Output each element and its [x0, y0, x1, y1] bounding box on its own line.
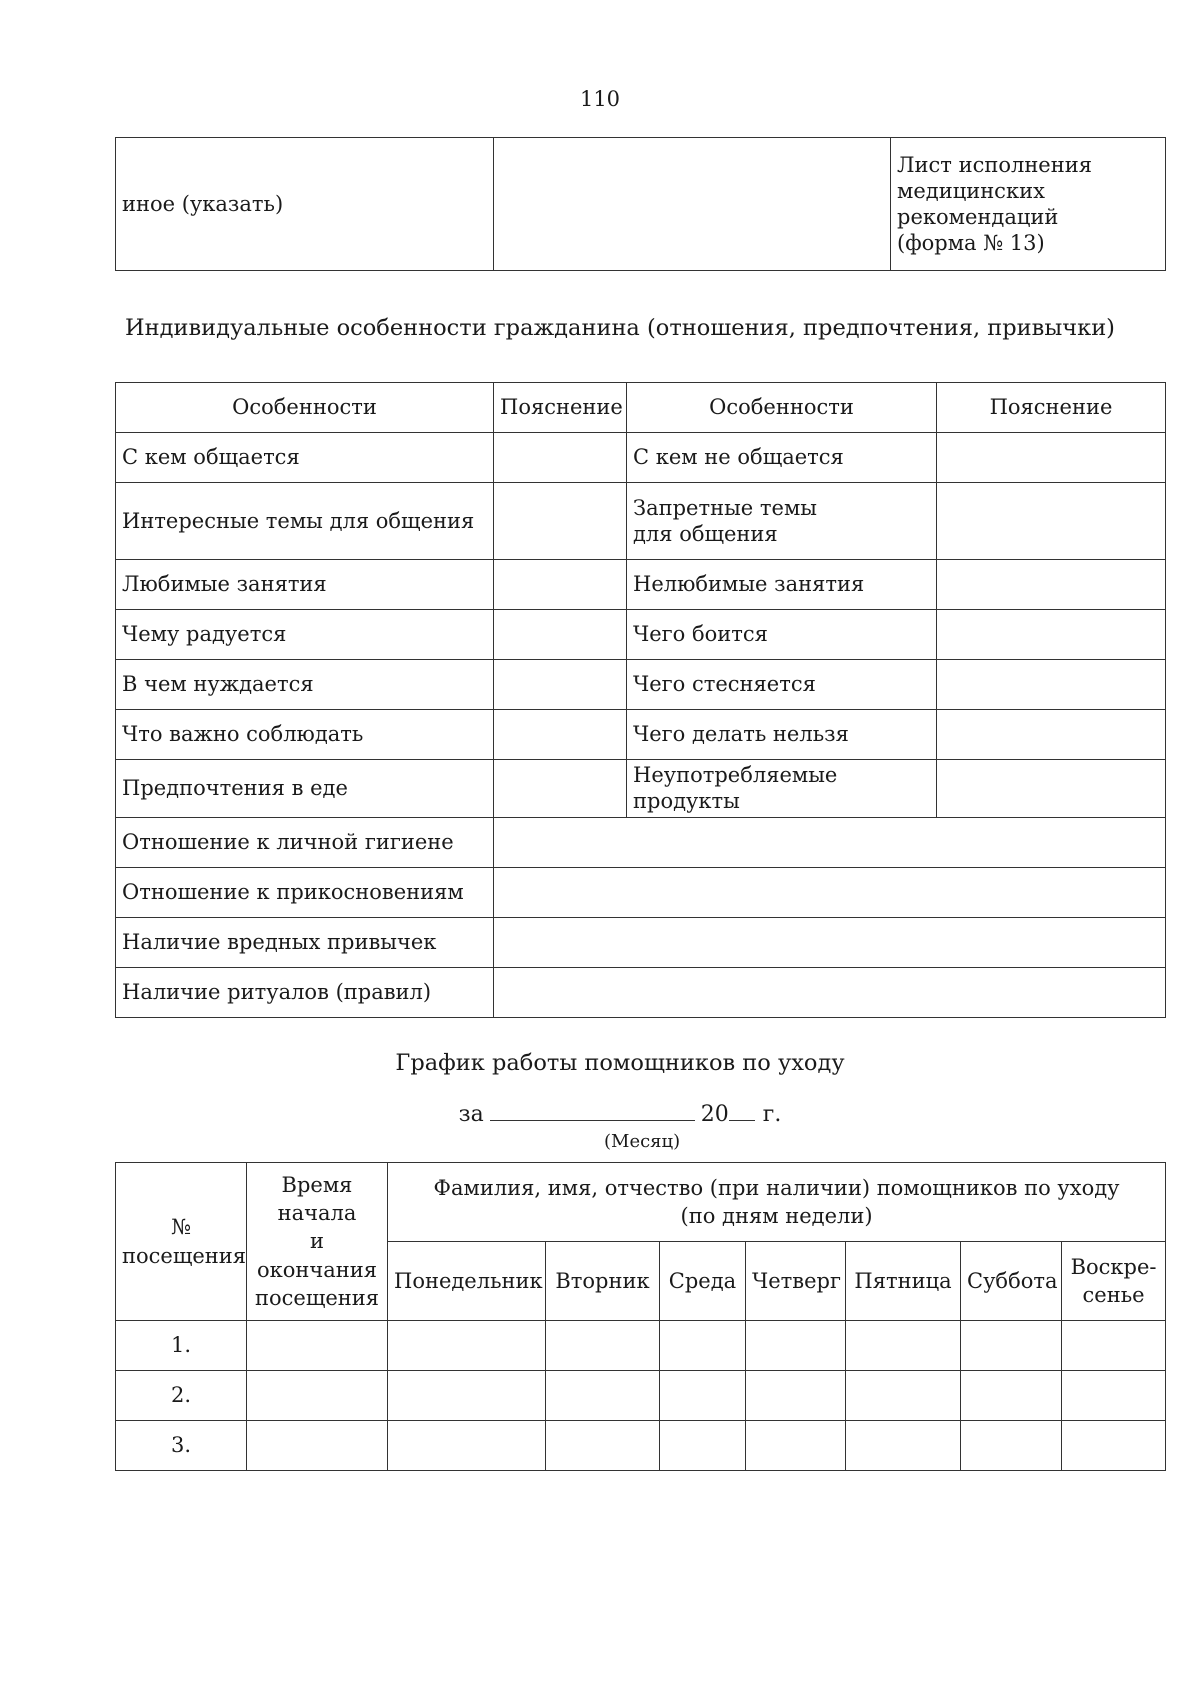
explanation-wide-cell[interactable]	[494, 867, 1166, 917]
feature-label: С кем не общается	[627, 433, 937, 483]
schedule-table	[115, 1162, 1166, 1471]
feature-label: С кем общается	[116, 433, 494, 483]
schedule-cell[interactable]	[1062, 1321, 1166, 1371]
schedule-cell[interactable]	[846, 1421, 961, 1471]
schedule-title: График работы помощников по уходу	[395, 1050, 845, 1076]
form-13-line: Лист исполнения	[897, 152, 1092, 177]
day-sunday	[1062, 1242, 1166, 1321]
explanation-cell[interactable]	[494, 710, 627, 760]
header-features: Особенности	[627, 383, 937, 433]
schedule-cell[interactable]	[846, 1321, 961, 1371]
col-helpers-group	[388, 1163, 1166, 1242]
form-13-line: (форма № 13)	[897, 231, 1045, 256]
header-explanation: Пояснение	[494, 383, 627, 433]
explanation-cell[interactable]	[937, 560, 1166, 610]
explanation-cell[interactable]	[494, 560, 627, 610]
day-sunday-line: сенье	[1082, 1283, 1145, 1307]
group-header-line: (по дням недели)	[680, 1204, 873, 1228]
col-visit-time	[247, 1163, 388, 1321]
form-13-line: рекомендаций	[897, 205, 1059, 229]
col-visit-number-line: №	[171, 1215, 191, 1240]
day-saturday: Суббота	[961, 1242, 1062, 1321]
day-monday: Понедельник	[388, 1242, 546, 1321]
explanation-cell[interactable]	[937, 433, 1166, 483]
page-number: 110	[579, 87, 621, 111]
feature-label: В чем нуждается	[116, 660, 494, 710]
table-row	[116, 1421, 1166, 1471]
explanation-cell[interactable]	[494, 610, 627, 660]
schedule-cell[interactable]	[961, 1421, 1062, 1471]
month-blank[interactable]	[490, 1100, 695, 1121]
feature-label: Неупотребляемые продукты	[627, 760, 937, 818]
schedule-cell[interactable]	[961, 1371, 1062, 1421]
schedule-cell[interactable]	[247, 1371, 388, 1421]
explanation-wide-cell[interactable]	[494, 967, 1166, 1017]
period-year: 20	[700, 1102, 729, 1127]
schedule-cell[interactable]	[546, 1371, 660, 1421]
schedule-cell[interactable]	[1062, 1371, 1166, 1421]
day-tuesday: Вторник	[546, 1242, 660, 1321]
col-visit-time-line: и окончания	[256, 1229, 378, 1282]
col-visit-number-line: посещения	[122, 1243, 247, 1268]
feature-label: Предпочтения в еде	[116, 760, 494, 818]
explanation-wide-cell[interactable]	[494, 917, 1166, 967]
schedule-cell[interactable]	[247, 1421, 388, 1471]
explanation-cell[interactable]	[937, 483, 1166, 560]
visit-number: 3.	[116, 1421, 247, 1471]
features-table	[115, 382, 1166, 1018]
day-wednesday: Среда	[660, 1242, 746, 1321]
feature-label: Чего делать нельзя	[627, 710, 937, 760]
visit-number: 1.	[116, 1321, 247, 1371]
feature-label: Наличие вредных привычек	[116, 917, 494, 967]
schedule-cell[interactable]	[846, 1371, 961, 1421]
schedule-cell[interactable]	[388, 1321, 546, 1371]
top-middle-cell	[494, 138, 891, 271]
explanation-cell[interactable]	[494, 760, 627, 818]
schedule-cell[interactable]	[546, 1421, 660, 1471]
schedule-cell[interactable]	[546, 1321, 660, 1371]
explanation-cell[interactable]	[937, 710, 1166, 760]
explanation-cell[interactable]	[494, 433, 627, 483]
header-features: Особенности	[116, 383, 494, 433]
day-friday: Пятница	[846, 1242, 961, 1321]
explanation-cell[interactable]	[937, 610, 1166, 660]
header-explanation: Пояснение	[937, 383, 1166, 433]
period-prefix: за	[458, 1102, 484, 1127]
explanation-cell[interactable]	[937, 660, 1166, 710]
feature-label-line: Запретные темы	[633, 495, 817, 520]
schedule-cell[interactable]	[247, 1321, 388, 1371]
feature-label-line: для общения	[633, 522, 778, 546]
features-title: Индивидуальные особенности гражданина (отношения, предпочтения, привычки)	[125, 315, 1115, 341]
col-visit-time-line: Время	[281, 1172, 353, 1197]
schedule-cell[interactable]	[746, 1421, 846, 1471]
feature-label: Чего боится	[627, 610, 937, 660]
schedule-cell[interactable]	[660, 1321, 746, 1371]
day-thursday: Четверг	[746, 1242, 846, 1321]
day-sunday-line: Воскре-	[1070, 1254, 1157, 1279]
feature-label: Отношение к личной гигиене	[116, 817, 494, 867]
feature-label: Что важно соблюдать	[116, 710, 494, 760]
group-header-line: Фамилия, имя, отчество (при наличии) помощников по уходу	[433, 1175, 1120, 1200]
explanation-wide-cell[interactable]	[494, 817, 1166, 867]
feature-label: Наличие ритуалов (правил)	[116, 967, 494, 1017]
feature-label	[627, 483, 937, 560]
table-row	[116, 1371, 1166, 1421]
year-blank[interactable]	[729, 1100, 755, 1121]
explanation-cell[interactable]	[494, 660, 627, 710]
schedule-cell[interactable]	[746, 1371, 846, 1421]
feature-label: Интересные темы для общения	[116, 483, 494, 560]
period-suffix: г.	[762, 1102, 782, 1127]
explanation-cell[interactable]	[494, 483, 627, 560]
feature-label: Чему радуется	[116, 610, 494, 660]
schedule-cell[interactable]	[660, 1421, 746, 1471]
schedule-cell[interactable]	[1062, 1421, 1166, 1471]
col-visit-time-line: начала	[277, 1200, 357, 1225]
top-table	[115, 137, 1166, 271]
schedule-cell[interactable]	[961, 1321, 1062, 1371]
form-13-line: медицинских	[897, 178, 1045, 203]
other-specify-cell: иное (указать)	[116, 138, 494, 271]
explanation-cell[interactable]	[937, 760, 1166, 818]
schedule-cell[interactable]	[388, 1371, 546, 1421]
month-caption: (Месяц)	[604, 1131, 681, 1152]
col-visit-number	[116, 1163, 247, 1321]
feature-label: Любимые занятия	[116, 560, 494, 610]
col-visit-time-line: посещения	[254, 1286, 380, 1311]
feature-label: Чего стесняется	[627, 660, 937, 710]
schedule-cell[interactable]	[388, 1421, 546, 1471]
feature-label: Нелюбимые занятия	[627, 560, 937, 610]
form-13-cell	[891, 138, 1166, 271]
visit-number: 2.	[116, 1371, 247, 1421]
schedule-cell[interactable]	[746, 1321, 846, 1371]
feature-label: Отношение к прикосновениям	[116, 867, 494, 917]
schedule-cell[interactable]	[660, 1371, 746, 1421]
schedule-period	[0, 1100, 1200, 1129]
table-row	[116, 1321, 1166, 1371]
